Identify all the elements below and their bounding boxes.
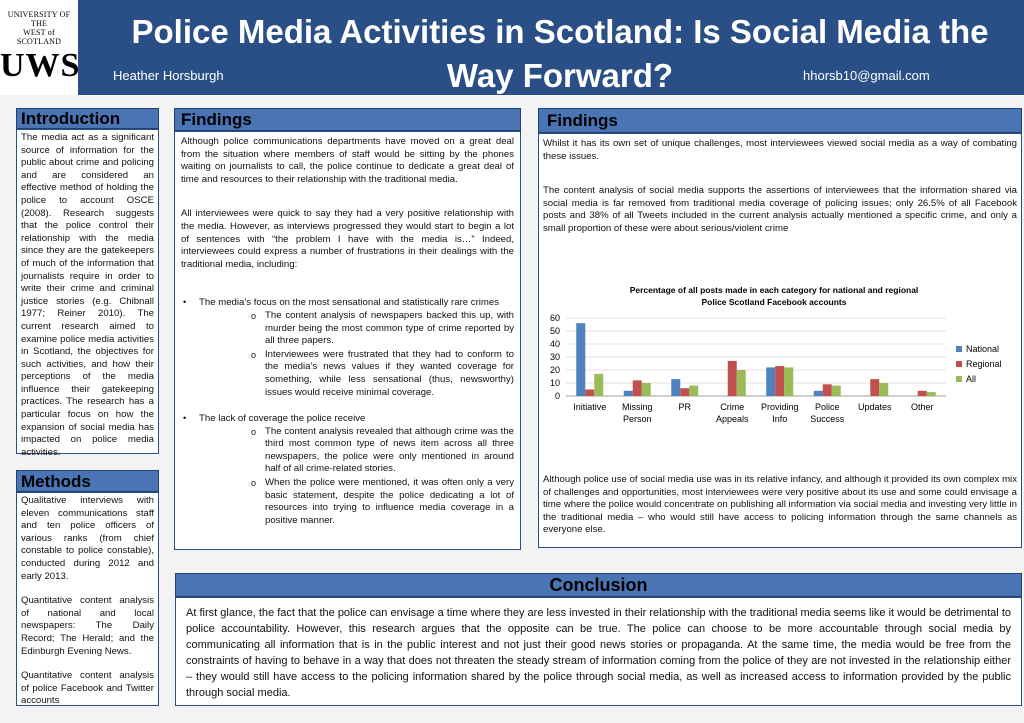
author-name: Heather Horsburgh [113, 68, 224, 83]
category-label: Missing [621, 402, 653, 412]
category-label: Providing [760, 402, 799, 412]
bullet-text: The media’s focus on the most sensational and statistically rare crimes [199, 297, 500, 309]
bullet-item [181, 297, 514, 399]
category-label: Crime [720, 402, 745, 412]
findings-heading-1: Findings [174, 108, 521, 131]
bar-regional [918, 391, 927, 396]
sub-list [251, 310, 514, 399]
sub-list [251, 426, 514, 528]
category-label: Initiative [573, 402, 607, 412]
findings-paragraph: Whilst it has its own set of unique challenges, most interviewees viewed social media as a way of combating these issues. [543, 138, 1017, 162]
sub-item: o The content analysis revealed that although crime was the third most common type of news item across all three newspapers, the police were only mentioned in around half of all crime-related stories. [251, 426, 514, 476]
bar-national [671, 379, 680, 396]
legend-label: National [966, 344, 1000, 354]
findings-heading-2: Findings [538, 108, 1022, 133]
legend-swatch [956, 361, 962, 367]
y-tick-label: 60 [549, 313, 560, 323]
bullet-text: The lack of coverage the police receive [199, 413, 366, 425]
legend-swatch [956, 376, 962, 382]
chart-title: Police Scotland Facebook accounts [701, 297, 847, 307]
methods-panel [16, 492, 159, 706]
bar-national [624, 391, 633, 396]
introduction-heading: Introduction [16, 108, 159, 129]
bar-all [689, 386, 698, 396]
bar-regional [633, 380, 642, 396]
bar-all [737, 370, 746, 396]
frustrations-list [181, 297, 514, 527]
logo-wordmark: UWS [0, 47, 81, 84]
bar-all [784, 367, 793, 396]
findings-paragraph: All interviewees were quick to say they had a very positive relationship with the media. However, as interviews progressed they would start to begin a lot of sentences with “the problem I have with the media is…” Indeed, interviewees could express a number of frustrations in their dealings with the traditional media, including: [181, 208, 514, 270]
logo-line-2: WEST of SCOTLAND [16, 28, 62, 46]
category-label: Police [814, 402, 840, 412]
findings-paragraph: Although police communications departments have moved on a great deal from the situation where members of staff would be sitting by the phones waiting on journalists to call, the police continue to dedicate a great deal of time and resources to their relationship with the traditional media. [181, 136, 514, 185]
findings-panel-1 [174, 131, 521, 550]
bar-regional [823, 384, 832, 396]
introduction-panel [16, 129, 159, 458]
bar-all [927, 392, 936, 396]
legend-swatch [956, 346, 962, 352]
author-email: hhorsb10@gmail.com [803, 68, 930, 83]
legend-label: Regional [966, 359, 1002, 369]
category-label: Person [622, 414, 652, 424]
findings-paragraph: The content analysis of social media supports the assertions of interviewees that the information shared via social media is far removed from traditional media coverage of policing issues; only 26.5% of all Facebook posts and 38% of all Tweets included in the current analysis actually mentioned a specific crime, and only a small proportion of these were about serious/violent crime [543, 185, 1017, 234]
bullet-item [181, 413, 514, 527]
bar-all [832, 386, 841, 396]
sub-item: o Interviewees were frustrated that they had to conform to the media’s news values if they wanted coverage for something, while less sensational (thus, newsworthy) issues would receive minimal coverage. [251, 349, 514, 399]
sub-item: o When the police were mentioned, it was often only a very basic statement, despite the police dedicating a lot of resources into trying to influence media coverage in a positive manner. [251, 477, 514, 527]
methods-heading: Methods [16, 470, 159, 492]
sub-item: o The content analysis of newspapers backed this up, with murder being the most common type of crime reported by all three papers. [251, 310, 514, 348]
bar-regional [680, 388, 689, 396]
methods-paragraph: Quantitative content analysis of police Facebook and Twitter accounts [21, 670, 154, 707]
y-tick-label: 50 [549, 326, 560, 336]
methods-paragraph: Quantitative content analysis of national and local newspapers: The Daily Record; The Herald; and the Edinburgh Evening News. [21, 595, 154, 657]
conclusion-text: At first glance, the fact that the police can envisage a time where they are less invested in their relationship with the traditional media seems like it would be detrimental to police accountability. However, this research argues that the opposite can be true. The police can choose to be more accountable through social media by communicating all information that is in the public interest and not just their good news stories or propaganda. At the same time, the media would be free from the constraints of having to behave in a way that does not threaten the steady stream of information coming from the police of they are not invested in the relationship either – they would still have access to the policing information shared by the police through social media, as well as increased access to information provided by the public through social media. [186, 607, 1011, 699]
findings-paragraph: Although police use of social media use was in its relative infancy, and although it provided its own complex mix of challenges and opportunities, most interviewees were very positive about its use and some could envisage a time where the police would concentrate on publishing all information via social media and investing very little in the traditional media – who would still have access to policing information through the same channels as everyone else. [543, 474, 1017, 536]
poster-header [0, 0, 1024, 95]
introduction-text: The media act as a significant source of information for the public about crime and policing and are considered an effective method of holding the police to account OSCE (2008). Research suggests that the police control their relationship with the media since they are the gatekeepers of much of the information that journalists require in order to write their crime and criminal justice stories (e.g. Chibnall 1977; Reiner 2010). The current research aimed to examine police media activities in Scotland, the objectives for such activities, and how their perceptions of the media influence their gatekeeping practices. The research has a particular focus on how the expansion of social media has impacted on police media activities. [21, 132, 154, 458]
category-label: Success [810, 414, 845, 424]
category-label: PR [678, 402, 692, 412]
bar-regional [870, 379, 879, 396]
poster-title: Police Media Activities in Scotland: Is Social Media the Way Forward? [131, 13, 989, 94]
category-label: Info [772, 414, 788, 424]
category-label: Updates [857, 402, 892, 412]
methods-paragraph: Qualitative interviews with eleven communications staff and ten police officers of various ranks (from chief constable to police constable), conducted during 2012 and early 2013. [21, 495, 154, 582]
bar-regional [585, 390, 594, 397]
university-logo [0, 0, 81, 95]
y-tick-label: 20 [549, 365, 560, 375]
bar-all [879, 383, 888, 396]
conclusion-panel [175, 597, 1022, 706]
bar-all [594, 374, 603, 396]
chart-title: Percentage of all posts made in each category for national and regional [629, 285, 919, 295]
y-tick-label: 40 [549, 339, 560, 349]
facebook-category-chart [536, 280, 1020, 430]
category-label: Other [910, 402, 934, 412]
category-label: Appeals [715, 414, 749, 424]
bar-regional [775, 366, 784, 396]
logo-line-1: UNIVERSITY OF THE [7, 10, 71, 28]
bar-regional [728, 361, 737, 396]
bar-all [642, 383, 651, 396]
conclusion-heading: Conclusion [175, 573, 1022, 597]
bar-national [766, 367, 775, 396]
y-tick-label: 10 [549, 378, 560, 388]
legend-label: All [966, 374, 977, 384]
y-tick-label: 30 [549, 352, 560, 362]
y-tick-label: 0 [554, 391, 560, 401]
bar-national [576, 323, 585, 396]
bar-national [814, 391, 823, 396]
